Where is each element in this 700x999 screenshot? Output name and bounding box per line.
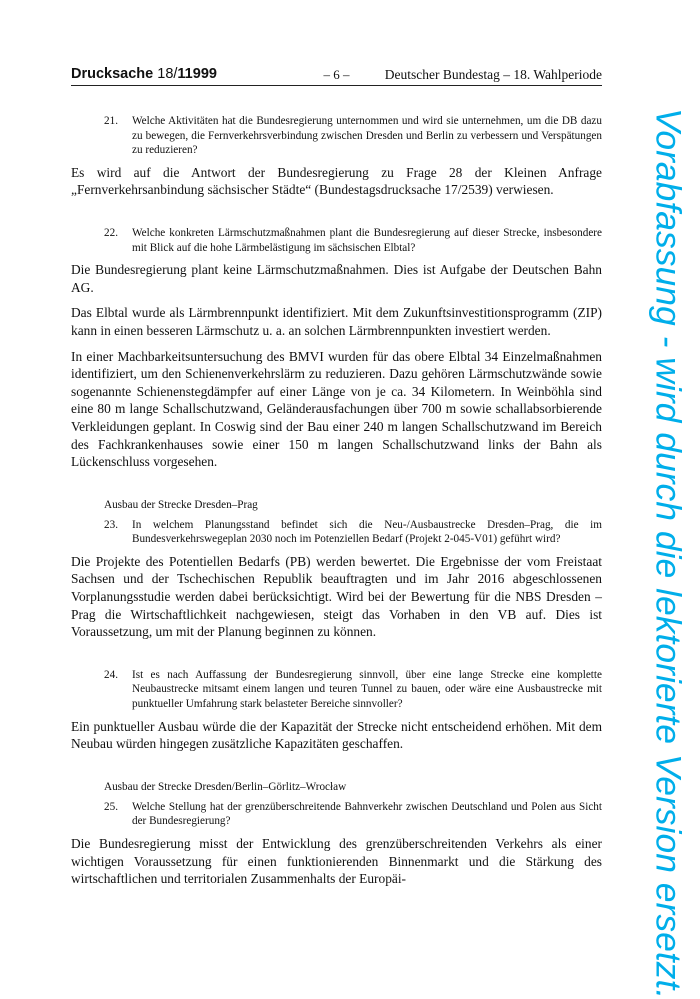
question-number: 22. bbox=[104, 226, 118, 239]
question-number: 21. bbox=[104, 115, 118, 127]
section-heading-dresden-berlin-goerlitz-wroclaw: Ausbau der Strecke Dresden/Berlin–Görlitz–Wrocław bbox=[104, 780, 347, 793]
answer-22-paragraph-2: Das Elbtal wurde als Lärmbrennpunkt identifiziert. Mit dem Zukunftsinvestitionsprogramm (ZIP) kann in einen besseren Lärmschutz u. a. an solchen Lärmbrennpunkten investiert werden. bbox=[71, 305, 602, 338]
question-23 bbox=[104, 518, 602, 547]
document-number-main: 11999 bbox=[177, 66, 217, 82]
document-label: Drucksache bbox=[71, 66, 154, 82]
question-21 bbox=[104, 114, 602, 158]
answer-22-paragraph-3: In einer Machbarkeitsuntersuchung des BMVI wurden für das obere Elbtal 34 Einzelmaßnahmen identifiziert, um den Schienenverkehrslärm zu reduzieren. Dazu gehören Lärmschutzwände sowie sogenannte Schienenstegdämpfer auf einer Länge von je ca. 34 Kilometern. In Weinböhla sind eine 80 m lange Schallschutzwand, Geländerausfachungen über 700 m sowie schallabsorbierende Verkleidungen geplant. In Coswig sind der Bau einer 240 m langen Schallschutzwand im Bereich des Fachkrankenhauses sowie einer 150 m langen Schallschutzwand links der Bahn als Lückenschluss vorgesehen. bbox=[71, 348, 602, 470]
question-22 bbox=[104, 226, 602, 255]
document-number bbox=[71, 66, 217, 82]
question-24 bbox=[104, 668, 602, 712]
section-heading-dresden-prag: Ausbau der Strecke Dresden–Prag bbox=[104, 498, 258, 511]
answer-22-paragraph-1: Die Bundesregierung plant keine Lärmschutzmaßnahmen. Dies ist Aufgabe der Deutschen Bahn AG. bbox=[71, 262, 602, 295]
document-body bbox=[71, 114, 602, 888]
header-rule bbox=[71, 85, 602, 86]
question-number: 23. bbox=[104, 518, 118, 531]
institution-label: Deutscher Bundestag – 18. Wahlperiode bbox=[384, 67, 602, 82]
question-text: Welche konkreten Lärmschutzmaßnahmen plant die Bundesregierung auf dieser Strecke, insbesondere mit Blick auf die hohe Lärmbelästigung im sächsischen Elbtal? bbox=[132, 226, 602, 254]
page-number: – 6 – bbox=[323, 67, 350, 82]
preliminary-version-watermark bbox=[640, 108, 696, 999]
question-text: Welche Aktivitäten hat die Bundesregierung unternommen und wird sie unternehmen, um die DB dazu zu bewegen, die Fernverkehrsverbindung zwischen Dresden und Berlin zu verbessern und Verspätungen zu reduzieren? bbox=[132, 115, 602, 157]
question-text: In welchem Planungsstand befindet sich die Neu-/Ausbaustrecke Dresden–Prag, die im Bundesverkehrswegeplan 2030 noch im Potenziellen Bedarf (Projekt 2-045-V01) geführt wird? bbox=[132, 518, 602, 546]
answer-24: Ein punktueller Ausbau würde die der Kapazität der Strecke nicht entscheidend erhöhen. Mit dem Neubau würden hingegen zusätzliche Kapazitäten geschaffen. bbox=[71, 718, 602, 752]
question-number: 24. bbox=[104, 668, 118, 681]
document-number-prefix: 18/ bbox=[157, 66, 178, 82]
answer-23: Die Projekte des Potentiellen Bedarfs (PB) werden bewertet. Die Ergebnisse der vom Freistaat Sachsen und der Tschechischen Republik beauftragten und im Jahr 2016 abgeschlossenen Vorplanungsstudie werden dabei berücksichtigt. Wird bei der Bewertung für die NBS Dresden – Prag die Wirtschaftlichkeit nachgewiesen, steigt das Vorhaben in den VB auf. Dies ist Voraussetzung, um mit der Planung beginnen zu können. bbox=[71, 553, 602, 640]
question-text: Ist es nach Auffassung der Bundesregierung sinnvoll, über eine lange Strecke eine komplette Neubaustrecke mitsamt einem langen und teuren Tunnel zu bauen, oder wäre eine Ausbaustrecke mit punktueller Umfahrung stark belasteter Bereiche sinnvoller? bbox=[132, 668, 602, 711]
answer-21: Es wird auf die Antwort der Bundesregierung zu Frage 28 der Kleinen Anfrage „Fernverkehrsanbindung sächsischer Städte“ (Bundestagsdrucksache 17/2539) verwiesen. bbox=[71, 164, 602, 198]
watermark-text: Vorabfassung - wird durch die lektorierte Version ersetzt. bbox=[648, 108, 689, 999]
answer-25: Die Bundesregierung misst der Entwicklung des grenzüberschreitenden Verkehrs als einer wichtigen Voraussetzung für einen funktionierenden Binnenmarkt und die Stärkung des wirtschaftlichen und territorialen Zusammenhalts der Europäi- bbox=[71, 836, 602, 887]
question-text: Welche Stellung hat der grenzüberschreitende Bahnverkehr zwischen Deutschland und Polen aus Sicht der Bundesregierung? bbox=[132, 800, 602, 828]
question-number: 25. bbox=[104, 800, 118, 813]
question-25 bbox=[104, 800, 602, 829]
